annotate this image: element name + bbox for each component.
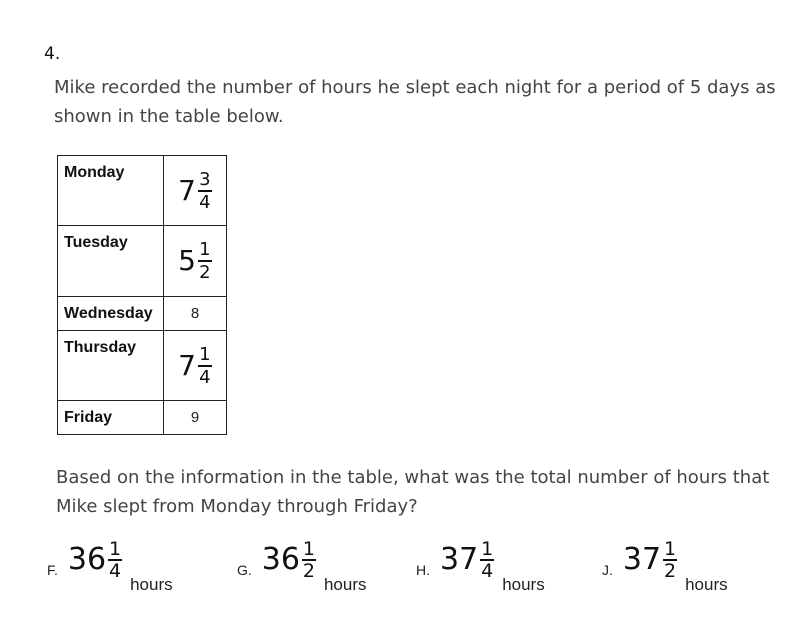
denominator: 4 (109, 560, 122, 582)
option-unit: hours (685, 575, 728, 594)
table-row (58, 331, 227, 401)
day-label: Wednesday (58, 297, 164, 331)
hours-value: 8 (164, 297, 227, 331)
table-row (58, 156, 227, 226)
fraction (108, 540, 122, 580)
numerator: 1 (109, 538, 122, 560)
numerator: 1 (199, 239, 211, 260)
whole-part: 37 (622, 542, 662, 577)
whole-part: 36 (261, 542, 300, 577)
answer-option-h[interactable] (416, 540, 545, 595)
mixed-number (623, 540, 677, 580)
mixed-number (262, 540, 316, 580)
fraction (663, 540, 677, 580)
whole-part: 37 (440, 542, 479, 577)
mixed-number (178, 170, 212, 212)
answer-option-j[interactable] (602, 540, 728, 595)
whole-part: 7 (178, 173, 196, 207)
mixed-number (68, 540, 122, 580)
denominator: 2 (664, 560, 677, 582)
denominator: 4 (481, 560, 494, 582)
numerator: 1 (199, 343, 211, 365)
whole-part: 5 (178, 244, 196, 277)
hours-value (164, 156, 227, 226)
fraction (198, 170, 212, 212)
answer-option-f[interactable] (47, 540, 173, 595)
denominator: 4 (199, 366, 211, 388)
option-letter: G. (237, 562, 252, 578)
numerator: 3 (199, 168, 211, 190)
numerator: 1 (481, 538, 494, 560)
mixed-number (178, 240, 212, 282)
day-label: Tuesday (58, 226, 164, 297)
table-row (58, 297, 227, 331)
question-number: 4. (44, 44, 61, 64)
day-label: Friday (58, 401, 164, 435)
answer-option-g[interactable] (237, 540, 367, 595)
hours-value: 9 (164, 401, 227, 435)
whole-part: 36 (67, 542, 107, 577)
question-follow-up: Based on the information in the table, what was the total number of hours that Mike slept from Monday through Friday? (56, 467, 770, 517)
option-letter: H. (416, 562, 430, 578)
table-row (58, 226, 227, 297)
fraction (480, 540, 494, 580)
option-letter: F. (47, 562, 58, 578)
fraction (302, 540, 316, 580)
option-letter: J. (602, 562, 613, 578)
option-unit: hours (323, 575, 367, 594)
option-unit: hours (130, 575, 173, 594)
mixed-number (178, 345, 212, 387)
fraction (198, 345, 212, 387)
option-unit: hours (502, 575, 545, 594)
whole-part: 7 (178, 348, 196, 382)
table-row (58, 401, 227, 435)
day-label: Thursday (58, 331, 164, 401)
denominator: 2 (199, 262, 211, 283)
hours-value (164, 331, 227, 401)
question-prompt: Mike recorded the number of hours he slept each night for a period of 5 days as shown in the table below. (54, 77, 776, 127)
numerator: 1 (302, 538, 316, 560)
denominator: 4 (199, 191, 211, 213)
denominator: 2 (302, 560, 316, 582)
day-label: Monday (58, 156, 164, 226)
fraction (198, 240, 212, 282)
numerator: 1 (664, 538, 677, 560)
hours-value (164, 226, 227, 297)
mixed-number (440, 540, 494, 580)
sleep-hours-table (57, 155, 227, 435)
